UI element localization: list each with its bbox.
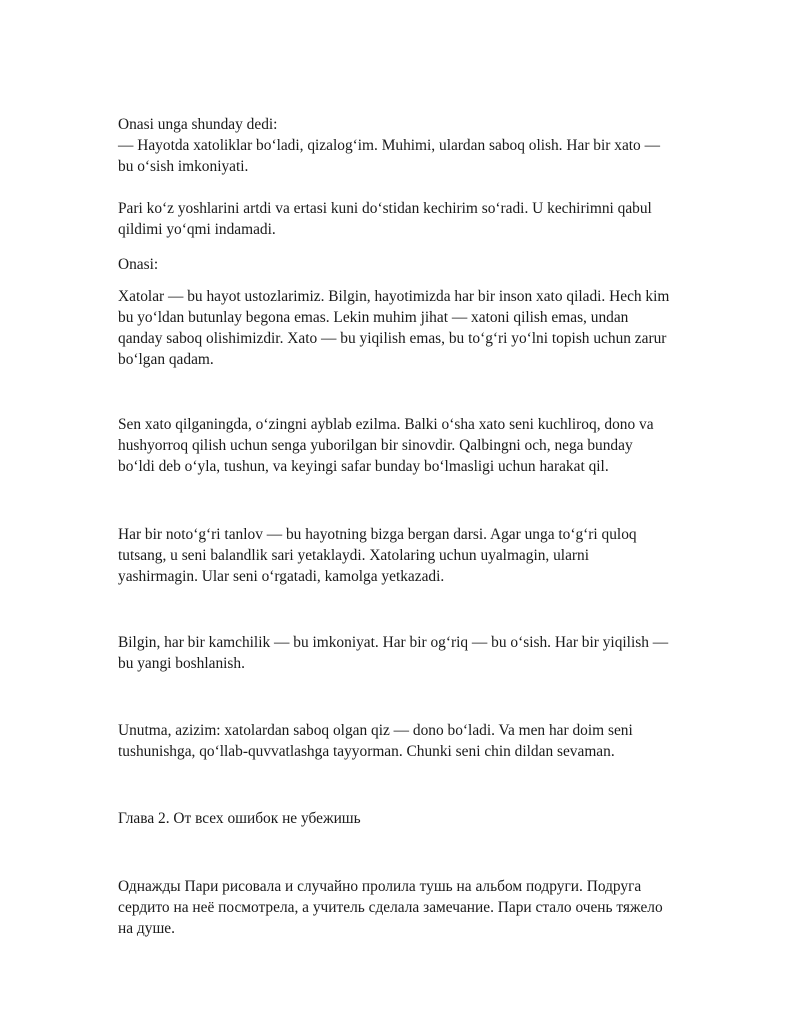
text-line: tushunishga, qo‘llab-quvvatlashga tayyorman. Chunki seni chin dildan sevaman. [118,743,615,760]
text-line: yashirmagin. Ular seni o‘rgatadi, kamolga yetkazadi. [118,568,445,585]
text-line: Onasi: [118,256,159,273]
paragraph [118,524,693,587]
text-line: bo‘lgan qadam. [118,351,214,368]
paragraph [118,198,693,240]
text-line: Однажды Пари рисовала и случайно пролила тушь на альбом подруги. Подруга [118,878,642,895]
text-line: qildimi yo‘qmi indamadi. [118,221,276,238]
paragraph [118,632,693,674]
paragraph [118,414,693,477]
text-line: на душе. [118,920,175,937]
text-line: Sen xato qilganingda, o‘zingni ayblab ezilma. Balki o‘sha xato seni kuchliroq, dono va [118,416,654,433]
chapter-heading [118,808,693,829]
text-line: сердито на неё посмотрела, а учитель сделала замечание. Пари стало очень тяжело [118,899,663,916]
paragraph [118,254,693,275]
text-line: bo‘ldi deb o‘yla, tushun, va keyingi safar bunday bo‘lmasligi uchun harakat qil. [118,458,609,475]
text-line: Pari ko‘z yoshlarini artdi va ertasi kuni do‘stidan kechirim so‘radi. U kechirimni qabul [118,200,652,217]
paragraph [118,286,693,370]
text-line: bu yo‘ldan butunlay begona emas. Lekin muhim jihat — xatoni qilish emas, undan [118,309,629,326]
text-line: Bilgin, har bir kamchilik — bu imkoniyat. Har bir og‘riq — bu o‘sish. Har bir yiqilish — [118,634,669,651]
text-line: tutsang, u seni balandlik sari yetaklaydi. Xatolaring uchun uyalmagin, ularni [118,547,590,564]
text-line: Глава 2. От всех ошибок не убежишь [118,810,361,827]
text-line: Onasi unga shunday dedi: [118,116,278,133]
text-line: bu o‘sish imkoniyati. [118,158,249,175]
paragraph [118,114,693,177]
text-line: hushyorroq qilish uchun senga yuborilgan bir sinovdir. Qalbingni och, nega bunday [118,437,633,454]
text-line: — Hayotda xatoliklar bo‘ladi, qizalog‘im. Muhimi, ulardan saboq olish. Har bir xato — [118,137,660,154]
text-line: bu yangi boshlanish. [118,655,245,672]
text-line: Har bir noto‘g‘ri tanlov — bu hayotning bizga bergan darsi. Agar unga to‘g‘ri quloq [118,526,637,543]
text-line: Xatolar — bu hayot ustozlarimiz. Bilgin, hayotimizda har bir inson xato qiladi. Hech kim [118,288,670,305]
text-line: Unutma, azizim: xatolardan saboq olgan qiz — dono bo‘ladi. Va men har doim seni [118,722,633,739]
text-line: qanday saboq olishimizdir. Xato — bu yiqilish emas, bu to‘g‘ri yo‘lni topish uchun zarur [118,330,667,347]
paragraph [118,876,693,939]
paragraph [118,720,693,762]
